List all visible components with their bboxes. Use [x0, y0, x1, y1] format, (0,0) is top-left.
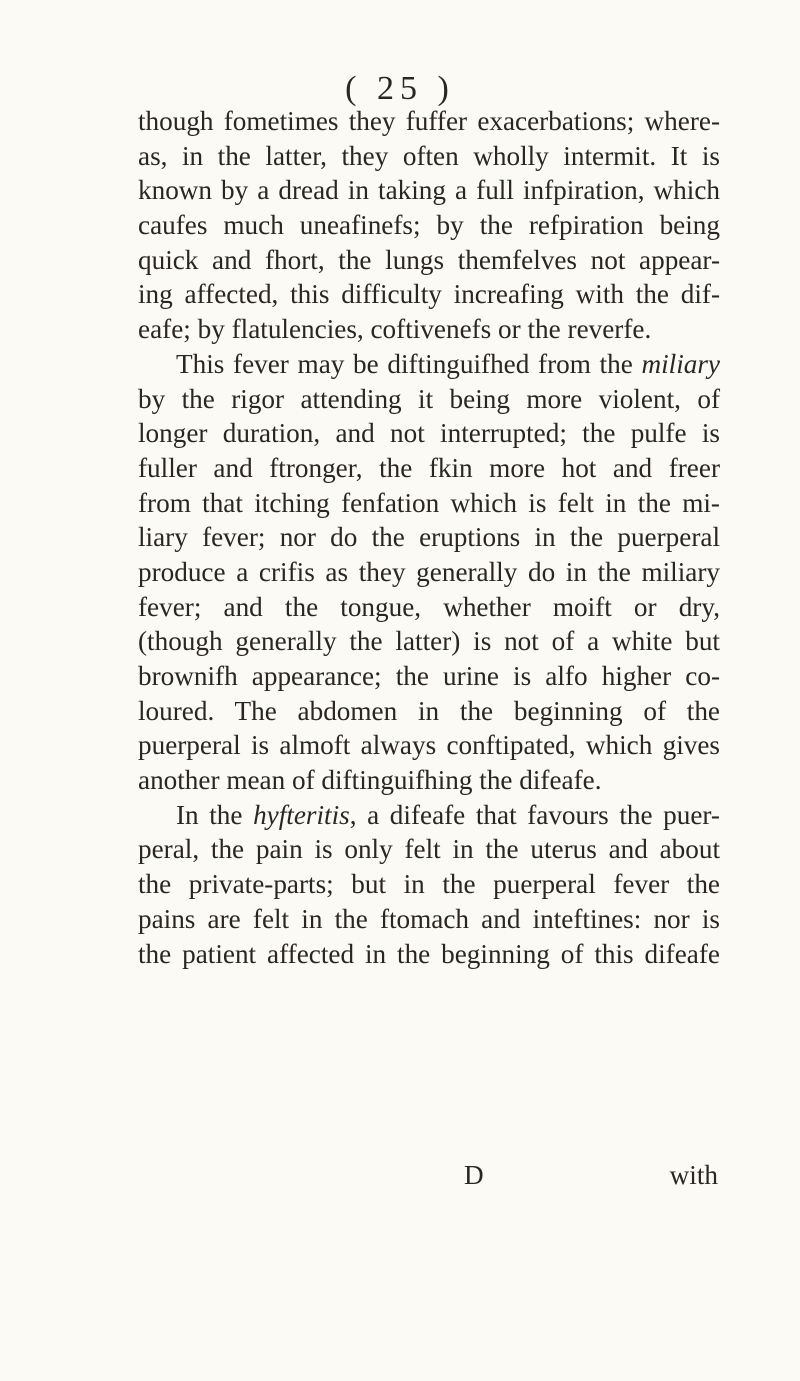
text-line: peral, the pain is only felt in the uterus and about	[138, 834, 720, 865]
text-line	[138, 347, 720, 382]
italic-term: miliary	[641, 348, 720, 379]
catchword: with	[669, 1160, 718, 1190]
line-segment: , a difeafe that favours the puer-	[349, 799, 720, 830]
text-line: the private-parts; but in the puerperal fever the	[138, 869, 720, 900]
text-line: as, in the latter, they often wholly intermit. It is	[138, 140, 720, 171]
text-line: (though generally the latter) is not of a white but	[138, 626, 720, 657]
signature-mark: D	[464, 1160, 485, 1190]
text-line: fuller and ftronger, the fkin more hot and freer	[138, 452, 720, 483]
line-segment: In the	[176, 799, 254, 830]
text-line: longer duration, and not interrupted; the pulfe is	[138, 418, 720, 449]
text-line	[138, 798, 720, 833]
body-text	[138, 104, 720, 971]
text-line: caufes much uneafinefs; by the refpiration being	[138, 210, 720, 241]
text-line: brownifh appearance; the urine is alfo higher co-	[138, 661, 720, 691]
text-line: another mean of diftinguifhing the difeafe.	[138, 765, 602, 796]
text-line: though fometimes they fuffer exacerbations; where-	[138, 106, 720, 136]
text-line: produce a crifis as they generally do in the miliary	[138, 556, 720, 587]
text-line: ing affected, this difficulty increafing with the dif-	[138, 279, 720, 310]
text-line: the patient affected in the beginning of this difeafe	[138, 938, 720, 969]
italic-term: hyfteritis	[253, 799, 350, 830]
page-footer	[138, 1160, 720, 1196]
text-line: by the rigor attending it being more violent, of	[138, 383, 720, 414]
text-line: loured. The abdomen in the beginning of the	[138, 695, 720, 726]
text-line: quick and fhort, the lungs themfelves not appear-	[138, 244, 720, 275]
text-line: pains are felt in the ftomach and inteftines: nor is	[138, 903, 720, 934]
text-line: known by a dread in taking a full infpiration, which	[138, 175, 720, 206]
text-line: fever; and the tongue, whether moift or dry,	[138, 591, 720, 622]
text-line: liary fever; nor do the eruptions in the puerperal	[138, 522, 720, 553]
text-line: eafe; by flatulencies, coftivenefs or the reverfe.	[138, 314, 652, 345]
text-line: puerperal is almoft always conftipated, which gives	[138, 730, 720, 761]
line-segment: This fever may be diftinguifhed from the	[176, 348, 642, 379]
page-number-header: ( 25 )	[345, 70, 455, 107]
text-line: from that itching fenfation which is felt in the mi-	[138, 487, 720, 518]
